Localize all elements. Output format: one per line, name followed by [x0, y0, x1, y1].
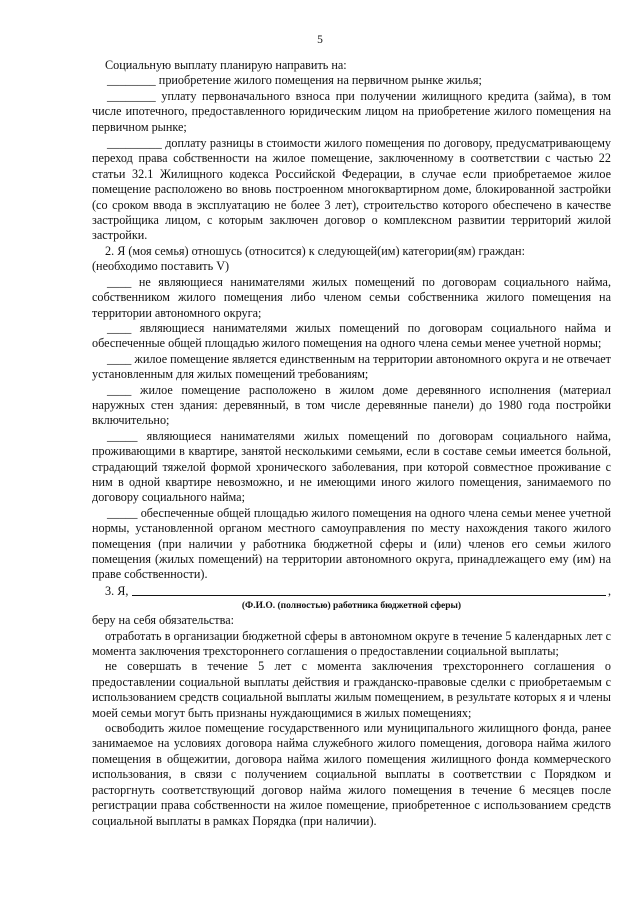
- document-body: [92, 58, 611, 829]
- obligation-item: отработать в организации бюджетной сферы в автономном округе в течение 5 календарных лет с момента заключения трехстороннего соглашения о предоставлении социальной выплаты;: [92, 628, 611, 659]
- direction-item: _________ доплату разницы в стоимости жилого помещения по договору, предусматривающему переход права собственности на жилое помещение, заключенному в соответствии с частью 22 статьи 32.1 Жилищного кодекса Российской Федерации, в случае если приобретаемое жилое помещение расположено во вновь построенном многоквартирном доме, блокированной застройки (со сроком ввода в эксплуатацию не более 3 лет), строительство которого обеспечено в качестве застройщика лицом, с которым заключен договор о комплексном развитии территорий жилой застройки.: [92, 136, 611, 243]
- intro-line: Социальную выплату планирую направить на:: [105, 58, 347, 72]
- section3-prefix: 3. Я,: [105, 583, 129, 598]
- category-item: _____ обеспеченные общей площадью жилого помещения на одного члена семьи менее учетной нормы, установленной органом местного самоуправления по месту нахождения такого жилого помещения (при наличии у работника бюджетной сферы и (или) членов его семьи жилого помещения (жилых помещений) на территории автономного округа, принадлежащего ему (им) на праве собственности).: [92, 505, 611, 582]
- category-item: ____ жилое помещение расположено в жилом доме деревянного исполнения (материал наружных стен здания: деревянный, в том числе деревянные панели) до 1980 года постройки включительно;: [92, 382, 611, 428]
- direction-item: ________ уплату первоначального взноса при получении жилищного кредита (займа), в том числе ипотечного, предоставленного юридическим лицом на приобретение жилого помещения на первичном рынке;: [92, 88, 611, 134]
- direction-item: ________ приобретение жилого помещения на первичном рынке жилья;: [107, 73, 482, 88]
- fio-line: [92, 584, 611, 599]
- fio-caption: (Ф.И.О. (полностью) работника бюджетной сферы): [241, 601, 462, 612]
- category-item: _____ являющиеся нанимателями жилых помещений по договорам социального найма, проживающими в квартире, занятой несколькими семьями, если в составе семьи имеется больной, страдающий тяжелой формой хронического заболевания, при которой совместное проживание с ним в одной квартире невозможно, и не имеющими иного жилого помещения, занимаемого по договору социального найма;: [92, 428, 611, 505]
- obligations-lead: беру на себя обязательства:: [92, 613, 235, 628]
- category-item: ____ жилое помещение является единственным на территории автономного округа и не отвечает установленным для жилых помещений требованиям;: [92, 351, 611, 382]
- category-item: ____ являющиеся нанимателями жилых помещений по договорам социального найма и обеспеченные общей площадью жилого помещения на одного члена семьи менее учетной нормы;: [92, 320, 611, 351]
- section2-note: (необходимо поставить V): [92, 259, 230, 274]
- fio-blank-field[interactable]: [132, 584, 606, 596]
- section3-suffix: ,: [607, 583, 611, 598]
- obligation-item: не совершать в течение 5 лет с момента заключения трехстороннего соглашения о предоставлении социальной выплаты действия и гражданско-правовые сделки с приобретаемым с использованием средств социальной выплаты жилым помещением, в результате которых я и члены моей семьи могут быть признаны нуждающимися в жилых помещениях;: [92, 659, 611, 720]
- category-item: ____ не являющиеся нанимателями жилых помещений по договорам социального найма, собственником жилого помещения либо членом семьи собственника жилого помещения на территории автономного округа;: [92, 274, 611, 320]
- obligation-item: освободить жилое помещение государственного или муниципального жилищного фонда, ранее занимаемое на условиях договора найма служебного жилого помещения, договора найма жилого помещения в общежитии, договора найма жилого помещения жилищного фонда коммерческого использования, в связи с получением социальной выплаты в соответствии с Порядком и расторгнуть соответствующий договор найма жилого помещения в течение 6 месяцев после регистрации права собственности на жилое помещение, приобретенное с использованием средств социальной выплаты в рамках Порядка (при наличии).: [92, 721, 611, 828]
- section2-heading: 2. Я (моя семья) отношусь (относится) к следующей(им) категории(ям) граждан:: [105, 243, 525, 258]
- page-number: 5: [317, 34, 323, 46]
